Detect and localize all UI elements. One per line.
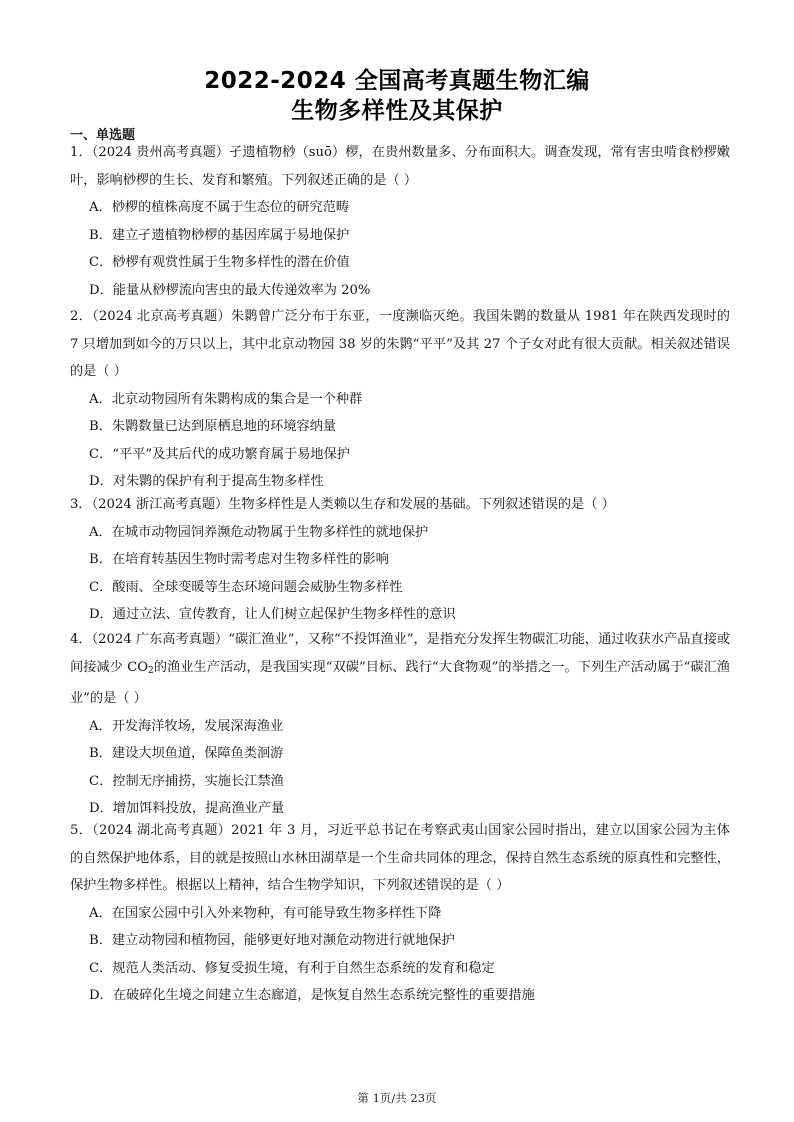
page-footer: 第 1页/共 23页 [357, 1091, 437, 1105]
option-c: C．“平平”及其后代的成功繁育属于易地保护 [89, 446, 350, 462]
option-b: B．朱鹮数量已达到原栖息地的环境容纳量 [89, 419, 337, 434]
option-b: B．建立动物园和植物园，能够更好地对濒危动物进行就地保护 [89, 933, 455, 948]
option-d: D．能量从桫椤流向害虫的最大传递效率为 20% [89, 282, 371, 298]
option-b: B．建设大坝鱼道，保障鱼类洄游 [89, 746, 284, 761]
option-d: D．在破碎化生境之间建立生态廊道，是恢复自然生态系统完整性的重要措施 [89, 988, 535, 1003]
option-d: D．对朱鹮的保护有利于提高生物多样性 [89, 474, 324, 489]
question-3 [70, 491, 730, 629]
question-stem: 5．（2024 湖北高考真题）2021 年 3 月，习近平总书记在考察武夷山国家公园时指出，建立以国家公园为主体的自然保护地体系，目的就是按照山水林田湖草是一个生命共同体的理念，保持自然生态系统的原真性和完整性，保护生物多样性。根据以上精神，结合生物学知识，下列叙述错误的是（ ） [70, 823, 730, 893]
document-title: 2022-2024 全国高考真题生物汇编 [204, 68, 590, 94]
question-stem [70, 626, 730, 713]
subscript: 2 [148, 665, 154, 676]
option-c: C．控制无序捕捞，实施长江禁渔 [89, 773, 284, 789]
option-a: A．在国家公园中引入外来物种，有可能导致生物多样性下降 [89, 905, 442, 921]
stem-text-2: 的渔业生产活动，是我国实现“双碳”目标、践行“大食物观”的举措之一。下列生产活动属于“碳汇渔业”的是（ ） [70, 659, 730, 706]
question-1 [70, 139, 730, 304]
section-heading: 一、单选题 [70, 128, 136, 143]
option-c: C．酸雨、全球变暖等生态环境问题会威胁生物多样性 [89, 579, 403, 595]
question-5 [70, 817, 730, 1010]
question-stem: 3．（2024 浙江高考真题）生物多样性是人类赖以生存和发展的基础。下列叙述错误的是（ ） [70, 497, 615, 512]
option-c: C．桫椤有观赏性属于生物多样性的潜在价值 [89, 255, 350, 270]
option-a: A．在城市动物园饲养濒危动物属于生物多样性的就地保护 [89, 524, 429, 540]
option-b: B．在培育转基因生物时需考虑对生物多样性的影响 [89, 552, 389, 567]
option-b: B．建立孑遗植物桫椤的基因库属于易地保护 [89, 227, 350, 243]
option-a: A．北京动物园所有朱鹮构成的集合是一个种群 [89, 391, 363, 407]
document-subtitle: 生物多样性及其保护 [291, 98, 503, 124]
option-d: D．增加饵料投放，提高渔业产量 [89, 801, 285, 816]
question-4 [70, 626, 730, 823]
question-stem: 2．（2024 北京高考真题）朱鹮曾广泛分布于东亚，一度濒临灭绝。我国朱鹮的数量从 1981 年在陕西发现时的 7 只增加到如今的万只以上，其中北京动物园 38 岁的朱鹮“平平”及其 27 个子女对此有很大贡献。相关叙述错误的是（ ） [70, 309, 730, 379]
option-d: D．通过立法、宣传教育，让人们树立起保护生物多样性的意识 [89, 607, 456, 622]
option-c: C．规范人类活动、修复受损生境，有利于自然生态系统的发育和稳定 [89, 960, 495, 976]
question-stem: 1．（2024 贵州高考真题）孑遗植物桫（suō）椤，在贵州数量多、分布面积大。调查发现，常有害虫啃食桫椤嫩叶，影响桫椤的生长、发育和繁殖。下列叙述正确的是（ ） [70, 145, 730, 188]
option-a: A．桫椤的植株高度不属于生态位的研究范畴 [89, 200, 350, 215]
stem-text-1: 4．（2024 广东高考真题）“碳汇渔业”，又称“不投饵渔业”，是指充分发挥生物碳汇功能，通过收获水产品直接或间接减少 CO [70, 632, 730, 675]
option-a: A．开发海洋牧场，发展深海渔业 [89, 718, 284, 734]
question-2 [70, 303, 730, 496]
